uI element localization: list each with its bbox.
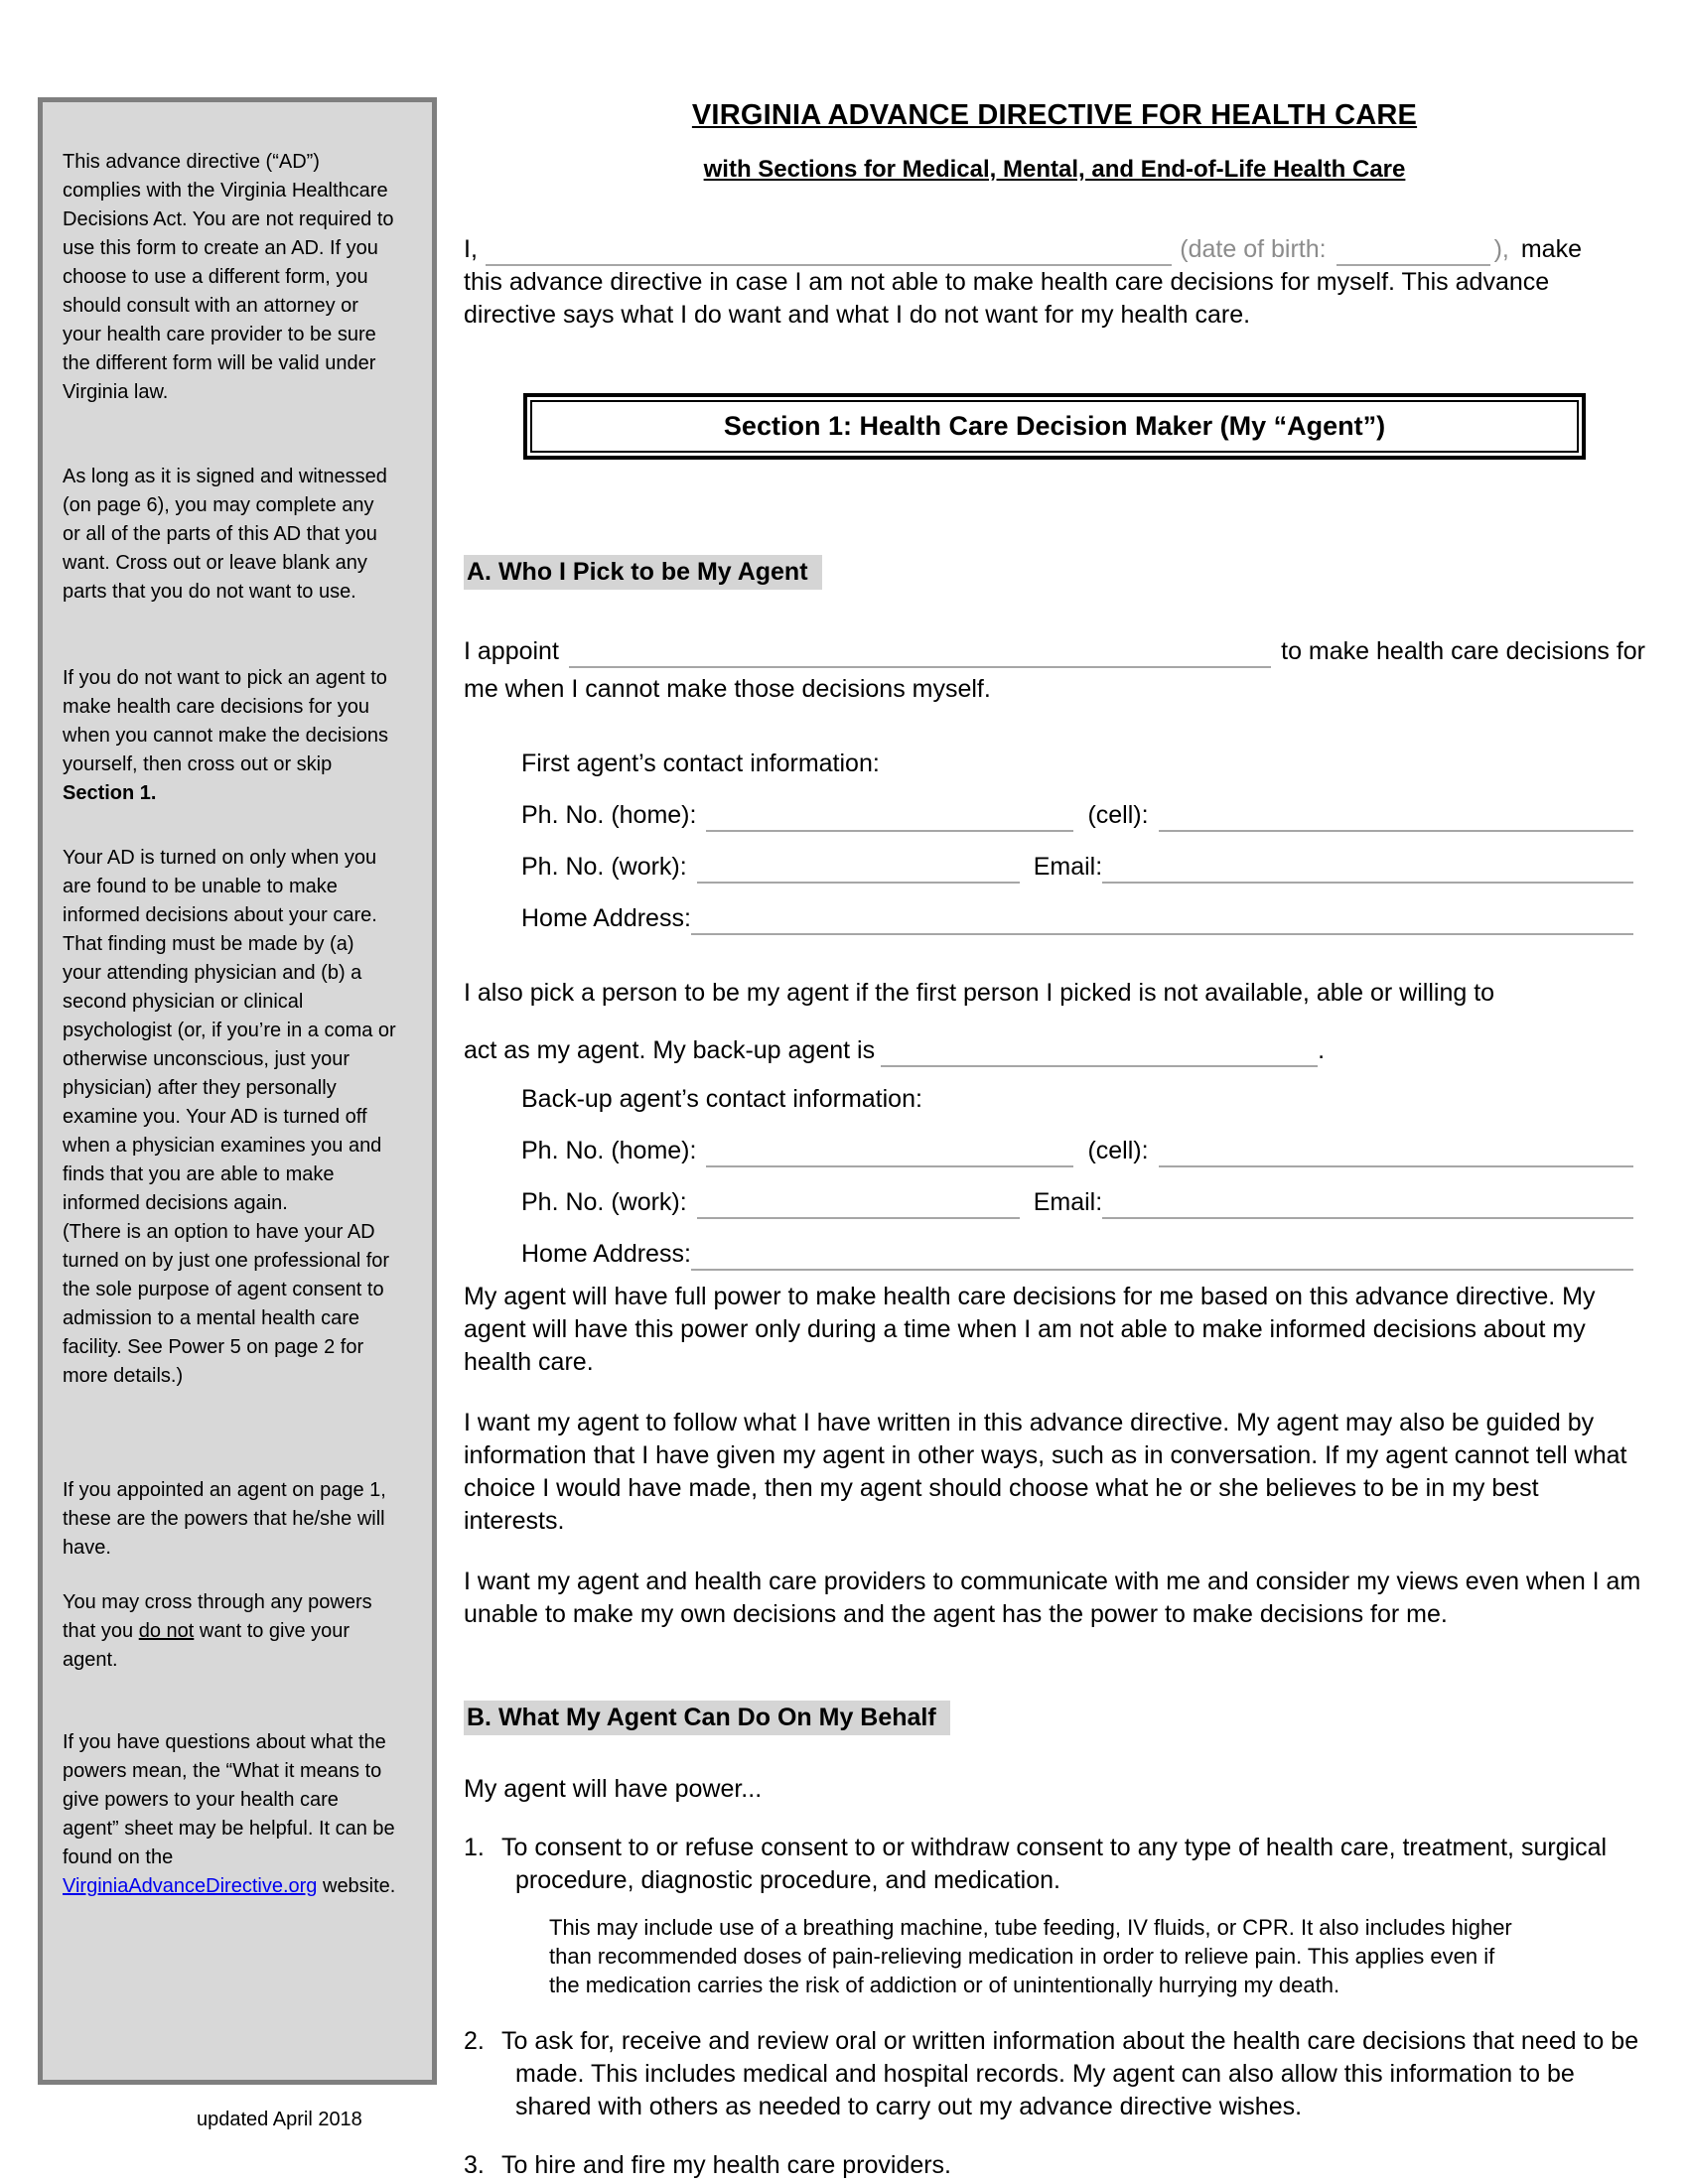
part-a-heading: A. Who I Pick to be My Agent	[464, 555, 822, 590]
backup-agent-email-blank[interactable]	[1102, 1217, 1633, 1219]
first-agent-address-row	[521, 902, 1645, 935]
backup-intro-line2: act as my agent. My back-up agent is	[464, 1036, 876, 1064]
cell-label: (cell):	[1087, 801, 1149, 829]
sidebar-paragraph-5: If you appointed an agent on page 1, these are the powers that he/she will have.	[63, 1479, 386, 1559]
backup-agent-phone-work-row	[521, 1186, 1645, 1219]
first-agent-phone-work-row	[521, 851, 1645, 884]
power-item-3	[464, 2149, 1645, 2182]
power-item-2	[464, 2025, 1645, 2123]
first-agent-email-blank[interactable]	[1102, 882, 1633, 884]
first-agent-address-blank[interactable]	[691, 933, 1633, 935]
phone-work-label-backup: Ph. No. (work):	[521, 1188, 687, 1216]
appoint-suffix: to make health care decisions for	[1281, 637, 1645, 665]
i-label: I,	[464, 235, 478, 263]
declarant-line	[464, 233, 1645, 266]
backup-intro-line1: I also pick a person to be my agent if the first person I picked is not available, able or willing to	[464, 979, 1495, 1007]
power-2-text: To ask for, receive and review oral or written information about the health care decisions that need to be made. This includes medical and hospital records. My agent can also allow this information to be shared with others as needed to carry out my advance directive wishes.	[501, 2027, 1639, 2120]
part-b-heading: B. What My Agent Can Do On My Behalf	[464, 1701, 950, 1735]
sidebar-paragraph-4b: (There is an option to have your AD turned on by just one professional for the sole purpose of agent consent to admission to a mental health care facility. See Power 5 on page 2 for more details.)	[63, 1221, 390, 1387]
sidebar-paragraph-6-underlined: do not	[138, 1620, 195, 1642]
email-label-backup: Email:	[1033, 1188, 1103, 1216]
appoint-prefix: I appoint	[464, 637, 559, 665]
first-agent-phone-work-blank[interactable]	[697, 882, 1020, 884]
document-subtitle: with Sections for Medical, Mental, and End-of-Life Health Care	[703, 156, 1406, 183]
sidebar-paragraph-3-bold: Section 1	[63, 782, 151, 804]
backup-agent-phone-home-row	[521, 1135, 1645, 1167]
updated-date-note: updated April 2018	[197, 2109, 362, 2130]
backup-agent-contact-heading: Back-up agent’s contact information:	[521, 1085, 922, 1113]
phone-home-label-backup: Ph. No. (home):	[521, 1137, 697, 1164]
power-3-number: 3.	[464, 2151, 485, 2179]
intro-paragraph: this advance directive in case I am not able to make health care decisions for myself. This advance directive says what I do want and what I do not want for my health care.	[464, 268, 1550, 329]
form-main-column	[464, 0, 1645, 2182]
follow-wishes-paragraph: I want my agent to follow what I have written in this advance directive. My agent may also be guided by information that I have given my agent in other ways, such as in conversation. If my agent cannot tell what choice I would have made, then my agent should choose what he or she believes to be in my best interests.	[464, 1409, 1627, 1535]
backup-agent-name-blank[interactable]	[881, 1065, 1318, 1067]
virginia-advance-directive-link[interactable]: VirginiaAdvanceDirective.org	[63, 1875, 318, 1897]
sidebar-paragraph-4a: Your AD is turned on only when you are found to be unable to make informed decisions about your care. That finding must be made by (a) your attending physician and (b) a second physician or clinical psychologist (or, if you’re in a coma or otherwise unconscious, just your physician) after they personally examine you. Your AD is turned off when a physician examines you and finds that you are able to make informed decisions again.	[63, 847, 396, 1214]
backup-agent-phone-home-blank[interactable]	[706, 1165, 1073, 1167]
sidebar-paragraph-4	[63, 844, 396, 1391]
sidebar-paragraph-1: This advance directive (“AD”) complies with the Virginia Healthcare Decisions Act. You are not required to use this form to create an AD. If you choose to use a different form, you should consult with an attorney or your health care provider to be sure the different form will be valid under Virginia law.	[63, 151, 394, 403]
sidebar-paragraph-6-post: want to give your agent.	[63, 1620, 351, 1671]
date-of-birth-close: ),	[1493, 235, 1509, 263]
phone-home-label: Ph. No. (home):	[521, 801, 697, 829]
sidebar-paragraph-7-post: website.	[317, 1875, 396, 1897]
section1-title: Section 1: Health Care Decision Maker (My “Agent”)	[530, 400, 1579, 453]
phone-work-label: Ph. No. (work):	[521, 853, 687, 881]
first-agent-phone-home-blank[interactable]	[706, 830, 1073, 832]
backup-agent-address-blank[interactable]	[691, 1269, 1633, 1271]
backup-agent-address-row	[521, 1238, 1645, 1271]
home-address-label: Home Address:	[521, 904, 691, 932]
date-of-birth-label: (date of birth:	[1180, 235, 1327, 263]
make-word: make	[1520, 235, 1582, 263]
power-item-1	[464, 1832, 1645, 1897]
power-1-note: This may include use of a breathing machine, tube feeding, IV fluids, or CPR. It also includes higher than recommended doses of pain-relieving medication in order to relieve pain. This applies even if the medication carries the risk of addiction or of unintentionally hurrying my death.	[549, 1915, 1512, 1997]
power-1-number: 1.	[464, 1834, 485, 1861]
sidebar-paragraph-7-pre: If you have questions about what the powers mean, the “What it means to give powers to your health care agent” sheet may be helpful. It can be found on the	[63, 1731, 395, 1868]
section1-title-box	[523, 393, 1586, 460]
instructions-sidebar	[38, 97, 437, 2085]
appoint-line2: me when I cannot make those decisions myself.	[464, 675, 991, 703]
first-agent-phone-cell-blank[interactable]	[1159, 830, 1633, 832]
sidebar-paragraph-3	[63, 664, 396, 808]
backup-period: .	[1318, 1036, 1326, 1064]
sidebar-paragraph-6	[63, 1588, 396, 1675]
appoint-line	[464, 635, 1645, 668]
sidebar-paragraph-3-text: If you do not want to pick an agent to make health care decisions for you when you cannot make the decisions yourself, then cross out or skip	[63, 667, 388, 775]
communicate-paragraph: I want my agent and health care providers to communicate with me and consider my views even when I am unable to make my own decisions and the agent has the power to make decisions for me.	[464, 1568, 1641, 1628]
backup-agent-phone-work-blank[interactable]	[697, 1217, 1020, 1219]
power-1-text: To consent to or refuse consent to or withdraw consent to any type of health care, treatment, surgical procedure, diagnostic procedure, and medication.	[501, 1834, 1608, 1894]
first-agent-name-blank[interactable]	[569, 666, 1271, 668]
powers-intro: My agent will have power...	[464, 1775, 763, 1803]
power-2-number: 2.	[464, 2027, 485, 2055]
sidebar-paragraph-2: As long as it is signed and witnessed (on page 6), you may complete any or all of the parts of this AD that you want. Cross out or leave blank any parts that you do not want to use.	[63, 466, 387, 603]
document-title: VIRGINIA ADVANCE DIRECTIVE FOR HEALTH CARE	[691, 99, 1418, 131]
first-agent-contact-heading: First agent’s contact information:	[521, 750, 880, 777]
home-address-label-backup: Home Address:	[521, 1240, 691, 1268]
power-3-text: To hire and fire my health care providers.	[501, 2151, 951, 2179]
sidebar-paragraph-3-period: .	[150, 782, 157, 804]
email-label: Email:	[1033, 853, 1103, 881]
sidebar-paragraph-6-pre: You may cross through any powers that you	[63, 1591, 372, 1642]
full-power-paragraph: My agent will have full power to make health care decisions for me based on this advance directive. My agent will have this power only during a time when I am not able to make informed decisions about my health care.	[464, 1283, 1596, 1376]
cell-label-backup: (cell):	[1087, 1137, 1149, 1164]
first-agent-phone-home-row	[521, 799, 1645, 832]
sidebar-paragraph-7	[63, 1728, 396, 1901]
backup-agent-phone-cell-blank[interactable]	[1159, 1165, 1633, 1167]
backup-agent-line	[464, 1034, 1645, 1067]
